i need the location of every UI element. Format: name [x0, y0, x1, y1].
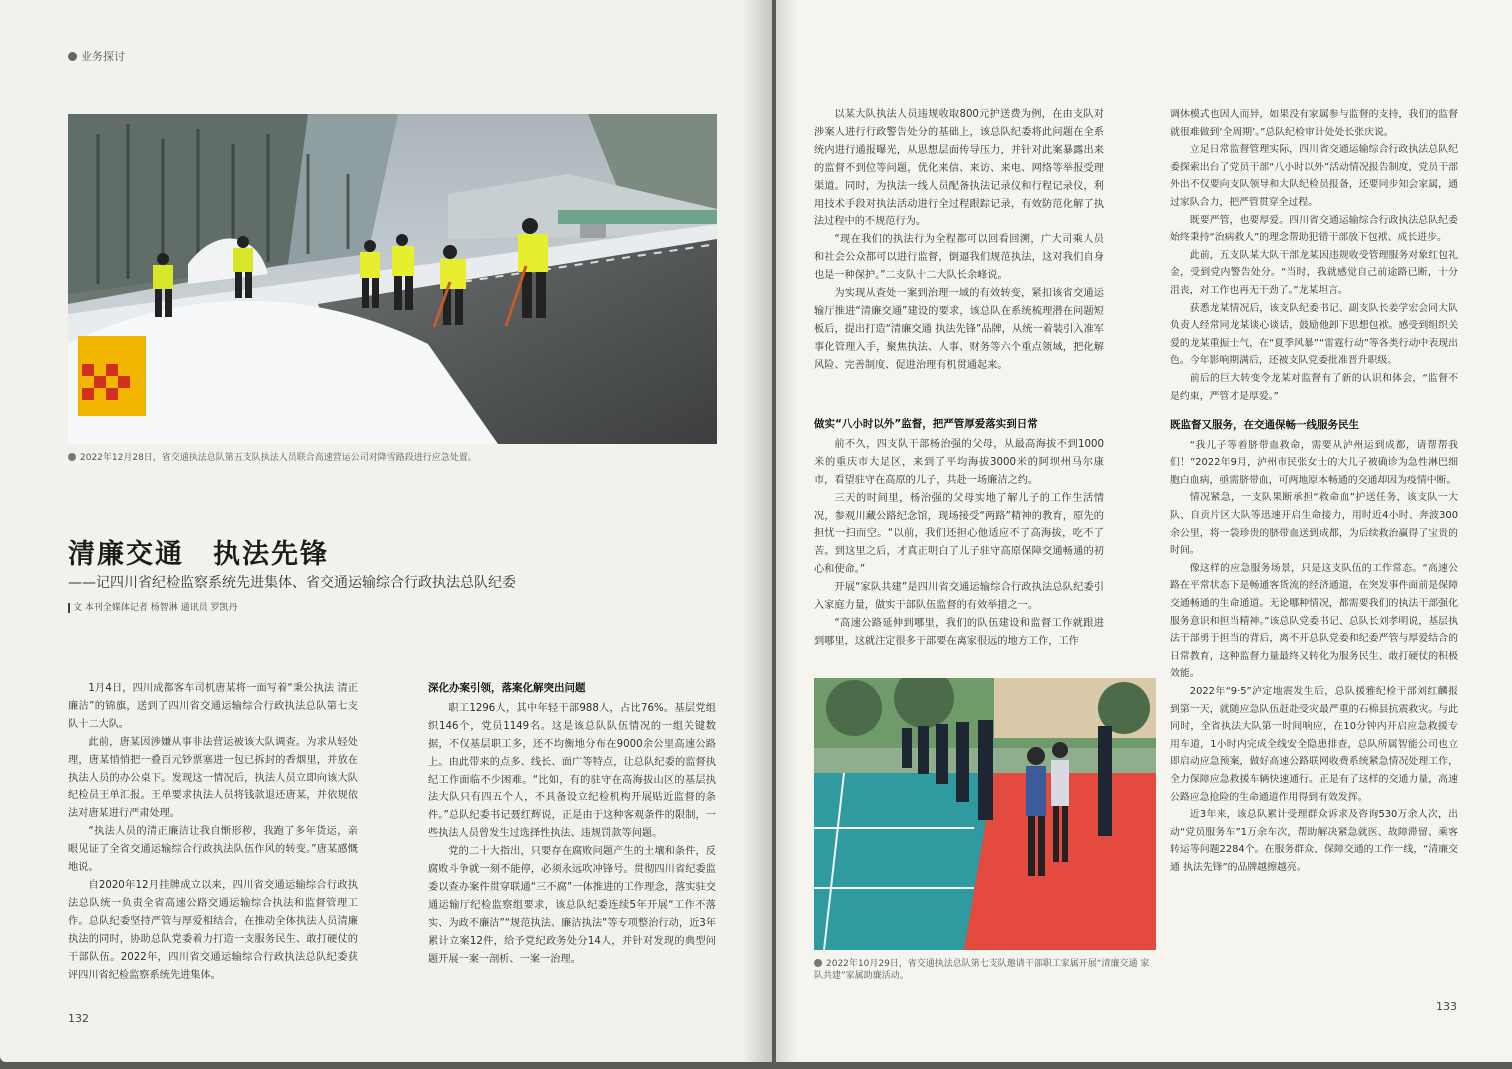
paragraph: 近3年来，该总队累计受理群众诉求及咨询530万余人次，出动“党员服务车”1万余车次，帮助解决紧急就医、故障滞留、乘客转运等问题2284个。在服务群众、保障交通的工作一线，“清廉交通 执法先锋”的品牌越擦越亮。 — [1170, 809, 1458, 873]
page-number-right: 133 — [1436, 1000, 1457, 1013]
bullet-icon — [68, 52, 77, 61]
right-column-2 — [1170, 106, 1458, 877]
paragraph: 2022年“9·5”泸定地震发生后，总队援雅纪检干部刘红麟报到第一天，就随应急队伍赶赴受灾最严重的石棉县抗震救灾。与此同时，全省执法大队第一时间响应，在10分钟内开启应急救援专用车道，1小时内完成全线安全隐患排查，总队所属智能公司也立即启动应急预案，做好高速公路联网收费系统紧急情况处理工作，全力保障应急救援车辆快速通行。正是有了这样的交通力量，高速公路应急抢险的生命通道作用得到有效发挥。 — [1170, 686, 1458, 803]
right-page — [776, 0, 1512, 1062]
paragraph: 三天的时间里，杨治强的父母实地了解儿子的工作生活情况，参观川藏公路纪念馆，现场接受“两路”精神的教育，原先的担忧一扫而空。“以前，我们还担心他适应不了高海拔，吃不了苦。到这里之后，才真正明白了儿子驻守高原保障交通畅通的初心和使命。” — [814, 492, 1104, 576]
paragraph: 1月4日，四川成都客车司机唐某将一面写着“秉公执法 清正廉洁”的锦旗，送到了四川省交通运输综合行政执法总队第七支队十二大队。 — [68, 683, 358, 730]
section-heading: 既监督又服务，在交通保畅一线服务民生 — [1170, 419, 1359, 432]
snow-clearing-illustration — [68, 114, 717, 444]
right-column-1a — [814, 106, 1104, 375]
paragraph: 自2020年12月挂牌成立以来，四川省交通运输综合行政执法总队统一负责全省高速公路交通运输综合执法和监督管理工作。总队纪委坚持严管与厚爱相结合，在推动全体执法人员清廉执法的同时，协助总队党委着力打造一支服务民生、敢打硬仗的干部队伍。2022年，四川省交通运输综合行政执法总队纪委获评四川省纪检监察系统先进集体。 — [68, 879, 358, 981]
article-byline: 文 本刊全媒体记者 杨智淋 通讯员 罗凯丹 — [68, 600, 237, 613]
paragraph: 调休模式也因人而异，如果没有家属参与监督的支持，我们的监督就很难做到‘全周期’。”总队纪检审计处处长张庆说。 — [1170, 109, 1458, 138]
snow-clearing-photo — [68, 114, 717, 444]
page-number-left: 132 — [68, 1012, 89, 1025]
paragraph: 开展“家队共建”是四川省交通运输综合行政执法总队纪委引入家庭力量，做实干部队伍监督的有效举措之一。 — [814, 582, 1104, 612]
paragraph: 前后的巨大转变令龙某对监督有了新的认识和体会，“监督不是约束，严管才是厚爱。” — [1170, 372, 1458, 402]
paragraph: 既要严管，也要厚爱。四川省交通运输综合行政执法总队纪委始终秉持“治病救人”的理念帮助犯错干部放下包袱、成长进步。 — [1170, 214, 1458, 244]
paragraph: 此前，五支队某大队干部龙某因违规收受管理服务对象红包礼金，受到党内警告处分。“当时，我就感觉自己前途路已断，十分沮丧，对工作也再无干劲了。”龙某坦言。 — [1170, 249, 1458, 296]
paragraph: 前不久，四支队干部杨治强的父母，从最高海拔不到1000米的重庆市大足区，来到了平均海拔3000米的阿坝州马尔康市，看望驻守在高原的儿子，共赴一场廉洁之约。 — [814, 438, 1104, 486]
article-subtitle: ——记四川省纪检监察系统先进集体、省交通运输综合行政执法总队纪委 — [68, 575, 516, 591]
left-column-2 — [428, 680, 716, 969]
photo1-caption: 2022年12月28日，省交通执法总队第五支队执法人员联合高速营运公司对降雪路段进行应急处置。 — [68, 452, 717, 464]
paragraph: 党的二十大指出，只要存在腐败问题产生的土壤和条件，反腐败斗争就一刻不能停，必须永远吹冲锋号。贯彻四川省纪委监委以查办案件贯穿联通“三不腐”一体推进的工作理念，落实驻交通运输厅纪检监察组要求，该总队纪委连续5年开展“工作不落实、为政不廉洁”“规范执法、廉洁执法”等专项整治行动，近3年累计立案12件，给予党纪政务处分14人，并针对发现的典型问题开展一案一剖析、一案一治理。 — [428, 846, 716, 965]
photo2-caption: 2022年10月29日，省交通执法总队第七支队邀请干部职工家属开展“清廉交通 家队共建”家属助廉活动。 — [814, 959, 1150, 981]
paragraph: 获悉龙某情况后，该支队纪委书记、副支队长姜学宏会同大队负责人经常同龙某谈心谈话，鼓励他卸下思想包袱。感受到组织关爱的龙某重振士气，在“夏季风暴”“雷霆行动”等各类行动中表现出色。今年影响期满后，还被支队党委批准晋升职级。 — [1170, 302, 1458, 367]
paragraph: 情况紧急，一支队果断承担“救命血”护送任务，该支队一大队、自贡片区大队等迅速开启生命接力，用时近4小时、奔波300余公里，将一袋珍贵的脐带血送到成都，为后续救治赢得了宝贵的时间。 — [1170, 492, 1458, 557]
caption-arrow-icon — [68, 453, 76, 461]
road-barrier — [78, 336, 146, 416]
family-event-photo — [814, 678, 1156, 950]
paragraph: “我儿子等着脐带血救命，需要从泸州运到成都，请帮帮我们！”2022年9月，泸州市民张女士的大儿子被确诊为急性淋巴细胞白血病，亟需脐带血，可两地原本畅通的交通却因为疫情中断。 — [1170, 439, 1458, 486]
paragraph: “高速公路延伸到哪里，我们的队伍建设和监督工作就跟进到哪里，这就注定很多干部要在离家很远的地方工作，工作 — [814, 617, 1104, 647]
right-column-1b — [814, 416, 1104, 651]
paragraph: 此前，唐某因涉嫌从事非法营运被该大队调查。为求从轻处理，唐某悄悄把一叠百元钞票塞进一包已拆封的香烟里，并放在执法人员的办公桌下。发现这一情况后，执法人员立即向该大队纪检员王单汇报。王单要求执法人员将钱款退还唐某，并依规依法对唐某进行严肃处理。 — [68, 736, 358, 820]
left-column-1 — [68, 680, 358, 984]
paragraph: 以某大队执法人员违规收取800元护送费为例，在由支队对涉案人进行行政警告处分的基础上，该总队纪委将此问题在全系统内进行通报曝光，从思想层面传导压力，并针对此案暴露出来的监督不到位等问题，优化来信、来访、来电、网络等举报受理渠道。同时，为执法一线人员配备执法记录仪和行程记录仪，利用技术手段对执法活动进行全过程跟踪记录，有效防范化解了执法过程中的不规范行为。 — [814, 109, 1104, 228]
family-event-illustration — [814, 678, 1156, 950]
paragraph: “执法人员的清正廉洁让我自惭形秽，我跑了多年货运，亲眼见证了全省交通运输综合行政执法队伍作风的转变。”唐某感慨地说。 — [68, 826, 358, 874]
article-title: 清廉交通 执法先锋 — [68, 539, 329, 570]
section-tag: 业务探讨 — [68, 48, 125, 64]
paragraph: 为实现从查处一案到治理一域的有效转变，紧扣该省交通运输厅推进“清廉交通”建设的要求，该总队在系统梳理潜在问题短板后，提出打造“清廉交通 执法先锋”品牌，从统一着装引入准军事化管理入手，聚焦执法、人事、财务等六个重点领域，把化解风险、完善制度、促进治理有机贯通起来。 — [814, 288, 1104, 371]
paragraph: 像这样的应急服务场景，只是这支队伍的工作常态。“高速公路在平常状态下是畅通客货流的经济通道，在突发事件面前是保障交通畅通的生命通道。无论哪种情况，都需要我们的执法干部强化服务意识和担当精神。”该总队党委书记、总队长刘孝明说，基层执法干部勇于担当的背后，离不开总队党委和纪委严管与厚爱结合的日常教育，这种监督力量最终又转化为服务民生、敢打硬仗的积极效能。 — [1170, 562, 1458, 680]
paragraph: 职工1296人，其中年轻干部988人，占比76%。基层党组织146个，党员1149名。这是该总队队伍情况的一组关键数据，不仅基层职工多，还不均衡地分布在9000余公里高速公路上。由此带来的点多、线长、面广等特点，让总队纪委的监督执纪工作面临不少困难。“比如，有的驻守在高海拔山区的基层执法大队只有四五个人，不具备设立纪检机构开展贴近监督的条件。”总队纪委书记聂红辉说，正是由于这种客观条件的限制，一些执法人员曾发生过选择性执法、违规罚款等问题。 — [428, 702, 716, 840]
paragraph: 立足日常监督管理实际，四川省交通运输综合行政执法总队纪委探索出台了党员干部“八小时以外”活动情况报告制度，党员干部外出不仅要向支队领导和大队纪检员报备，还要同步知会家属，通过家队合力，把严管贯穿全过程。 — [1170, 144, 1458, 208]
caption-arrow-icon — [814, 959, 822, 967]
section-heading: 做实“八小时以外”监督，把严管厚爱落实到日常 — [814, 418, 1038, 430]
section-heading: 深化办案引领，落案化解突出问题 — [428, 682, 586, 694]
paragraph: “现在我们的执法行为全程都可以回看回溯，广大司乘人员和社会公众都可以进行监督，倒逼我们规范执法，这对我们自身也是一种保护。”二支队十二大队长余峰说。 — [814, 234, 1104, 282]
